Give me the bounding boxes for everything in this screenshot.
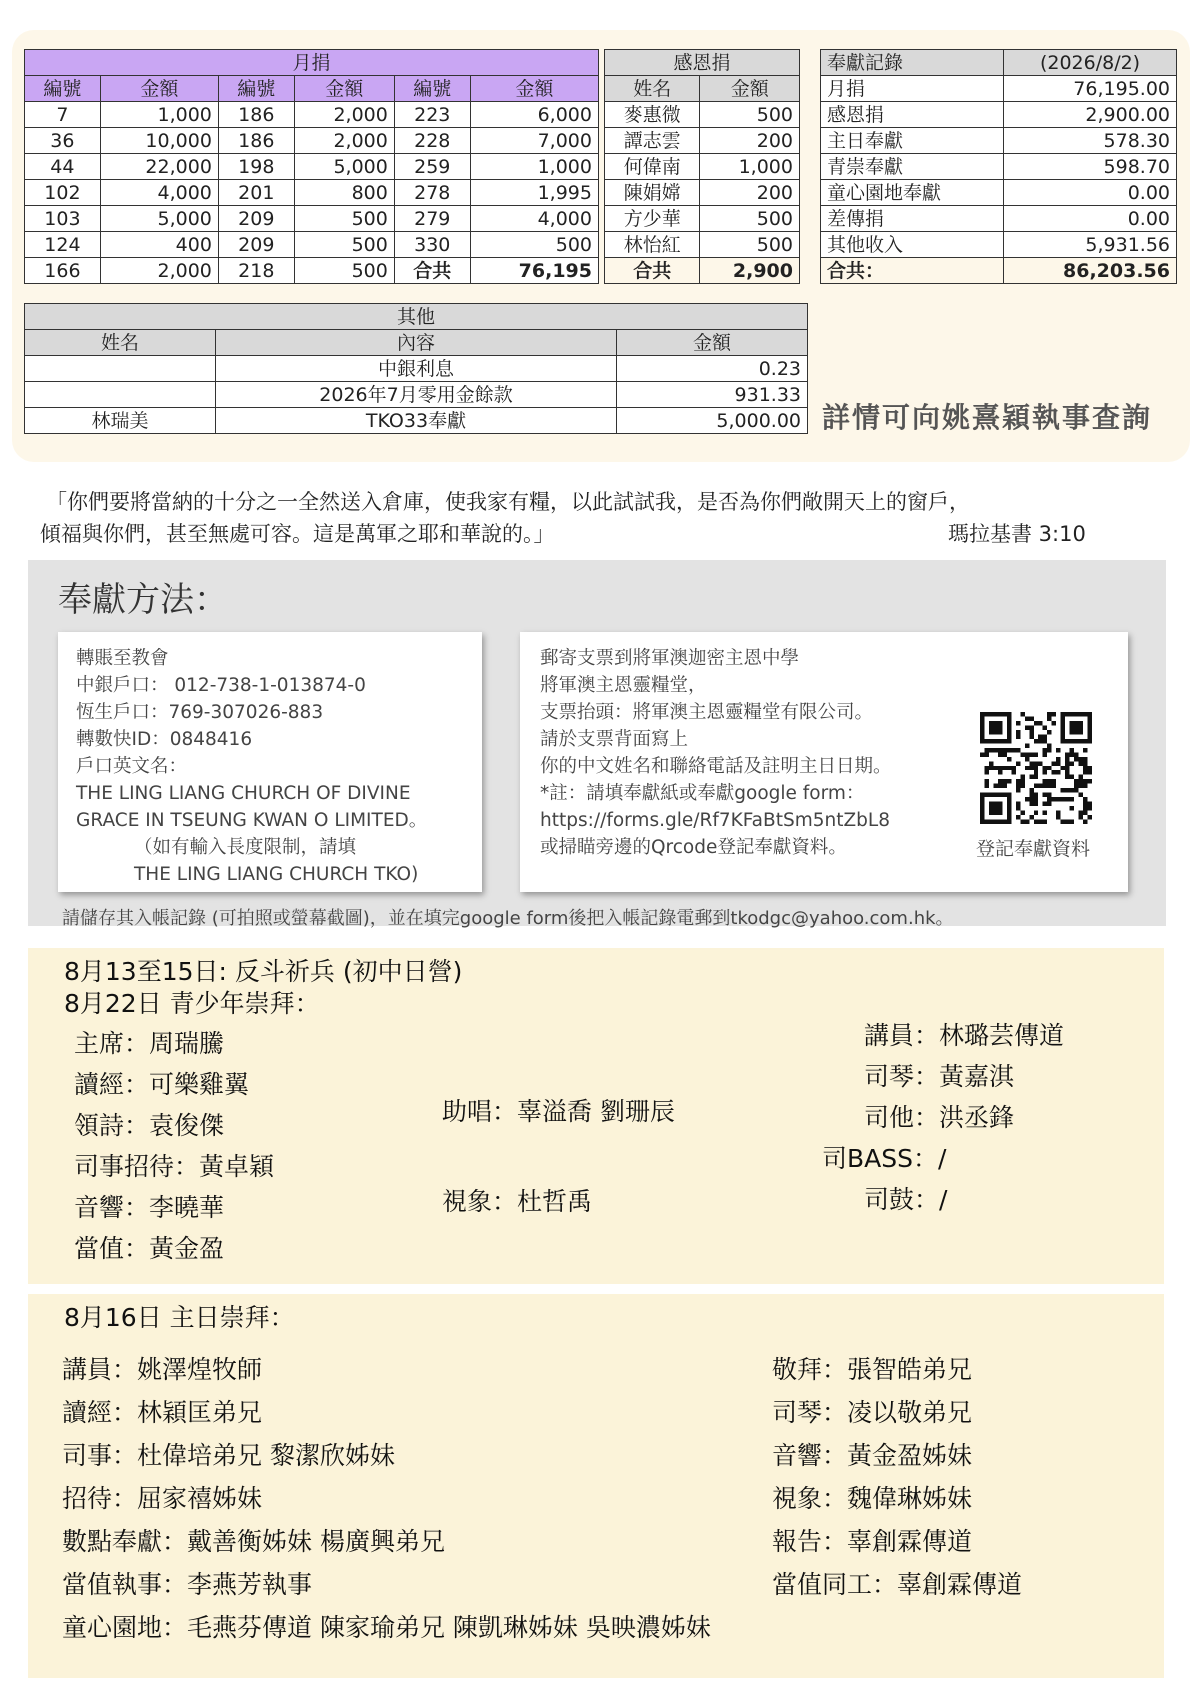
bank-line: THE LING LIANG CHURCH TKO) [134,864,419,885]
offering-record-table [820,49,1177,284]
verse-reference: 瑪拉基書 3:10 [948,522,1086,546]
amount-cell: 22,000 [100,154,218,180]
id-cell: 7 [25,102,101,128]
record-total-value: 86,203.56 [1004,258,1177,284]
table-row [25,258,599,284]
mail-line: 將軍澳主恩靈糧堂， [540,675,707,696]
verse-line: 傾福與你們，甚至無處可容。這是萬軍之耶和華說的。」 [40,522,555,546]
id-cell: 124 [25,232,101,258]
amount-cell: 400 [100,232,218,258]
sunday-role: 報告：辜創霖傳道 [772,1527,973,1556]
id-cell: 209 [218,206,294,232]
category-cell: 感恩捐 [821,102,1004,128]
methods-note: 請儲存其入帳記錄 (可拍照或螢幕截圖)，並在填完google form後把入帳記錄電郵到tkodgc@yahoo.com.hk。 [62,908,954,929]
id-cell: 102 [25,180,101,206]
amount-cell: 200 [700,128,800,154]
amount-cell: 0.00 [1004,206,1177,232]
bank-line: （如有輸入長度限制，請填 [134,837,357,858]
table-row [25,408,808,434]
col-header: 編號 [394,76,470,102]
amount-cell: 200 [700,180,800,206]
name-cell: 譚志雲 [605,128,700,154]
category-cell: 其他收入 [821,232,1004,258]
sunday-role: 音響：黃金盈姊妹 [772,1441,973,1470]
sunday-role: 讀經：林穎匡弟兄 [62,1398,263,1427]
table-row [25,154,599,180]
id-cell: 合共 [394,258,470,284]
id-cell: 36 [25,128,101,154]
bank-line: THE LING LIANG CHURCH OF DIVINE [76,783,411,804]
google-form-link[interactable]: https://forms.gle/Rf7KFaBtSm5ntZbL8 [540,810,890,831]
verse-line: 「你們要將當納的十分之一全然送入倉庫，使我家有糧，以此試試我，是否為你們敞開天上的窗戶， [46,490,970,514]
id-cell: 166 [25,258,101,284]
amount-cell: 2,000 [100,258,218,284]
sunday-role: 童心園地：毛燕芬傳道 陳家瑜弟兄 陳凱琳姊妹 吳映濃姊妹 [62,1613,711,1642]
bank-line: 恆生戶口：769-307026-883 [76,702,324,723]
youth-role: 主席：周瑞騰 [74,1029,225,1058]
other-title: 其他 [25,304,808,330]
thanks-total-label: 合共 [605,258,700,284]
cheque-mail-info [540,645,892,861]
category-cell: 差傳捐 [821,206,1004,232]
col-header: 金額 [700,76,800,102]
name-cell [25,382,216,408]
category-cell: 童心園地奉獻 [821,180,1004,206]
amount-cell: 1,000 [470,154,598,180]
id-cell: 279 [394,206,470,232]
table-row [821,180,1177,206]
youth-role: 講員：林璐芸傳道 [864,1021,1065,1050]
amount-cell: 598.70 [1004,154,1177,180]
id-cell: 209 [218,232,294,258]
amount-cell: 6,000 [470,102,598,128]
category-cell: 青崇奉獻 [821,154,1004,180]
name-cell: 林瑞美 [25,408,216,434]
youth-camp-event: 8月13至15日: 反斗祈兵 (初中日營) [64,957,463,986]
sunday-role: 當值同工：辜創霖傳道 [772,1570,1023,1599]
amount-cell: 500 [294,232,394,258]
name-cell: 麥惠微 [605,102,700,128]
amount-cell: 4,000 [100,180,218,206]
amount-cell: 500 [294,258,394,284]
youth-role: 司他：洪丞鋒 [864,1103,1015,1132]
col-header: 金額 [294,76,394,102]
sunday-role: 當值執事：李燕芳執事 [62,1570,313,1599]
record-total-label: 合共： [821,258,1004,284]
amount-cell: 5,000.00 [617,408,808,434]
table-row [25,356,808,382]
id-cell: 186 [218,102,294,128]
amount-cell: 5,931.56 [1004,232,1177,258]
amount-cell: 10,000 [100,128,218,154]
table-row [605,154,800,180]
id-cell: 259 [394,154,470,180]
table-row [25,180,599,206]
amount-cell: 578.30 [1004,128,1177,154]
mail-line: 你的中文姓名和聯絡電話及註明主日日期。 [540,756,892,777]
amount-cell: 76,195 [470,258,598,284]
amount-cell: 500 [470,232,598,258]
sunday-role: 司琴：凌以敬弟兄 [772,1398,973,1427]
content-cell: 2026年7月零用金餘款 [216,382,617,408]
table-row [821,102,1177,128]
amount-cell: 5,000 [100,206,218,232]
amount-cell: 0.23 [617,356,808,382]
id-cell: 228 [394,128,470,154]
amount-cell: 0.00 [1004,180,1177,206]
youth-role: 視象：杜哲禹 [442,1187,593,1216]
table-row [25,206,599,232]
youth-role: 司事招待：黃卓穎 [74,1152,275,1181]
thanks-total-value: 2,900 [700,258,800,284]
table-row [25,102,599,128]
amount-cell: 2,000 [294,102,394,128]
bank-line: GRACE IN TSEUNG KWAN O LIMITED。 [76,810,428,831]
sunday-role: 講員：姚澤煌牧師 [62,1355,263,1384]
col-header: 編號 [218,76,294,102]
youth-role: 音響：李曉華 [74,1193,225,1222]
col-header: 編號 [25,76,101,102]
category-cell: 月捐 [821,76,1004,102]
id-cell: 198 [218,154,294,180]
sunday-role: 數點奉獻：戴善衡姊妹 楊廣興弟兄 [62,1527,445,1556]
table-row [605,206,800,232]
qr-caption: 登記奉獻資料 [976,838,1091,860]
amount-cell: 931.33 [617,382,808,408]
id-cell: 218 [218,258,294,284]
content-cell: TKO33奉獻 [216,408,617,434]
table-row [605,102,800,128]
mail-line: 或掃瞄旁邊的Qrcode登記奉獻資料。 [540,837,847,858]
youth-role: 司鼓：/ [864,1185,948,1214]
bank-line: 轉數快ID：0848416 [76,729,253,750]
content-cell: 中銀利息 [216,356,617,382]
amount-cell: 5,000 [294,154,394,180]
amount-cell: 4,000 [470,206,598,232]
table-row [605,128,800,154]
sunday-worship-title: 8月16日 主日崇拜： [64,1303,295,1332]
amount-cell: 500 [294,206,394,232]
id-cell: 103 [25,206,101,232]
mail-line: 支票抬頭：將軍澳主恩靈糧堂有限公司。 [540,702,874,723]
table-row [821,154,1177,180]
sunday-role: 招待：屈家禧姊妹 [62,1484,263,1513]
youth-role: 領詩：袁俊傑 [74,1111,225,1140]
mail-line: *註：請填奉獻紙或奉獻google form： [540,783,865,804]
table-row [821,76,1177,102]
monthly-offering-table [24,49,599,284]
name-cell: 何偉南 [605,154,700,180]
id-cell: 186 [218,128,294,154]
col-header: 金額 [470,76,598,102]
name-cell [25,356,216,382]
category-cell: 主日奉獻 [821,128,1004,154]
methods-title: 奉獻方法： [58,580,228,620]
id-cell: 201 [218,180,294,206]
id-cell: 330 [394,232,470,258]
qr-code-icon[interactable] [980,712,1092,824]
col-header: 內容 [216,330,617,356]
name-cell: 林怡紅 [605,232,700,258]
bank-line: 中銀戶口： 012-738-1-013874-0 [76,675,366,696]
youth-role: 當值：黃金盈 [74,1234,225,1263]
record-date: (2026/8/2) [1004,50,1177,76]
id-cell: 223 [394,102,470,128]
amount-cell: 1,000 [100,102,218,128]
amount-cell: 2,000 [294,128,394,154]
amount-cell: 500 [700,232,800,258]
table-row [821,206,1177,232]
col-header: 姓名 [25,330,216,356]
id-cell: 44 [25,154,101,180]
col-header: 姓名 [605,76,700,102]
bank-line: 戶口英文名： [76,756,188,777]
other-income-table [24,303,808,434]
name-cell: 方少華 [605,206,700,232]
enquiry-note: 詳情可向姚熹穎執事查詢 [822,401,1153,434]
amount-cell: 2,900.00 [1004,102,1177,128]
table-row [605,232,800,258]
amount-cell: 500 [700,102,800,128]
thanksgiving-table [604,49,800,284]
youth-role: 讀經：可樂雞翼 [74,1070,250,1099]
sunday-role: 司事：杜偉培弟兄 黎潔欣姊妹 [62,1441,395,1470]
amount-cell: 500 [700,206,800,232]
name-cell: 陳娟嫦 [605,180,700,206]
amount-cell: 7,000 [470,128,598,154]
table-row [25,128,599,154]
table-row [821,128,1177,154]
amount-cell: 800 [294,180,394,206]
record-title: 奉獻記錄 [821,50,1004,76]
amount-cell: 1,995 [470,180,598,206]
col-header: 金額 [100,76,218,102]
table-row [25,382,808,408]
table-row [605,180,800,206]
thanks-title: 感恩捐 [605,50,800,76]
bank-transfer-info [76,645,427,888]
monthly-title: 月捐 [25,50,599,76]
youth-role: 助唱：辜溢喬 劉珊辰 [442,1097,675,1126]
table-row [821,232,1177,258]
id-cell: 278 [394,180,470,206]
bank-line: 轉賬至教會 [76,648,169,669]
sunday-role: 敬拜：張智皓弟兄 [772,1355,973,1384]
youth-role: 司BASS：/ [822,1144,947,1173]
mail-line: 請於支票背面寫上 [540,729,689,750]
amount-cell: 1,000 [700,154,800,180]
table-row [25,232,599,258]
amount-cell: 76,195.00 [1004,76,1177,102]
youth-worship-title: 8月22日 青少年崇拜： [64,989,320,1018]
col-header: 金額 [617,330,808,356]
youth-role: 司琴：黃嘉淇 [864,1062,1015,1091]
mail-line: 郵寄支票到將軍澳迦密主恩中學 [540,648,800,669]
sunday-role: 視象：魏偉琳姊妹 [772,1484,973,1513]
